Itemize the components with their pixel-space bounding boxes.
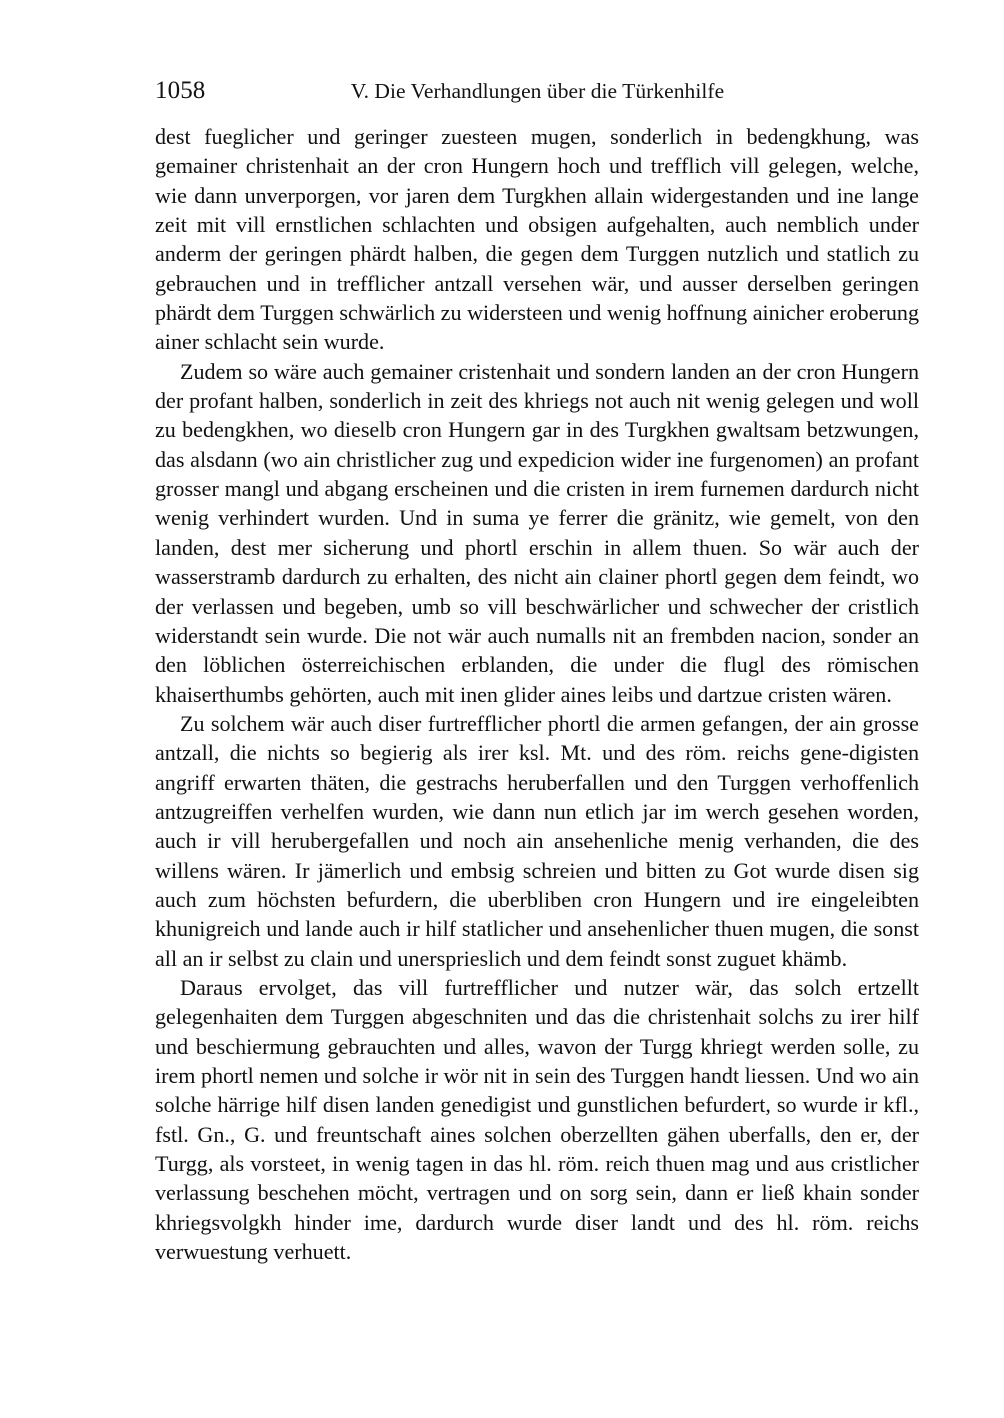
page-number: 1058 [155,77,206,104]
paragraph-2: Zudem so wäre auch gemainer cristenhait und sondern landen an der cron Hungern der profant halben, sonderlich in zeit des khriegs not auch nit wenig gelegen und woll zu bedengkhen, wo dieselb cron Hungern gar in des Turgkhen gwaltsam betzwungen, das alsdann (wo ain christlicher zug und expedicion wider ine furgenomen) an profant grosser mangl und abgang erscheinen und die cristen in irem furnemen dardurch nicht wenig verhindert wurden. Und in suma ye ferrer die gränitz, wie gemelt, von den landen, dest mer sicherung und phortl erschin in allem thuen. So wär auch der wasserstramb dardurch zu erhalten, des nicht ain clainer phortl gegen dem feindt, wo der verlassen und begeben, umb so vill beschwärlicher und schwecher der cristlich widerstandt sein wurde. Die not wär auch numalls nit an frembden nacion, sonder an den löblichen österreichischen erblanden, die under die flugl des römischen khaiserthumbs gehörten, auch mit inen glider aines leibs und dartzue cristen wären. [155,358,919,707]
paragraph-4: Daraus ervolget, das vill furtrefflicher und nutzer wär, das solch ertzellt gelegenhaiten dem Turggen abgeschniten und das die christenhait solchs zu irer hilf und beschiermung gebrauchten und alles, wavon der Turgg khriegt werden solle, zu irem phortl nemen und solche ir wör nit in sein des Turggen handt liessen. Und wo ain solche härrige hilf disen landen genedigist und gunstlichen befurdert, so wurde ir kfl., fstl. Gn., G. und freuntschaft aines solchen oberzellten gähen uberfalls, den er, der Turgg, als vorsteet, in wenig tagen in das hl. röm. reich thuen mag und aus cristlicher verlassung beschehen möcht, vertragen und on sorg sein, dann er ließ khain sonder khriegsvolgkh hinder ime, dardurch wurde diser landt und des hl. röm. reichs verwuestung verhuett. [155,974,919,1265]
body-text-block [155,122,919,1266]
paragraph-3: Zu solchem wär auch diser furtrefflicher phortl die armen gefangen, der ain grosse antzall, die nichts so begierig als irer ksl. Mt. und des röm. reichs gene-digisten angriff erwarten thäten, die gestrachs heruberfallen und den Turggen verhoffenlich antzugreiffen verhelfen wurden, wie dann nun etlich jar im werch gesehen worden, auch ir vill herubergefallen und noch ain ansehenliche menig verhanden, die des willens wären. Ir jämerlich und embsig schreien und bitten zu Got wurde disen sig auch zum höchsten befurdern, die uberbliben cron Hungern und ire eingeleibten khunigreich und lande auch ir hilf statlicher und ansehenlicher thuen mugen, die sonst all an ir selbst zu clain und unersprieslich und dem feindt sonst zuguet khämb. [155,710,919,971]
running-title: V. Die Verhandlungen über die Türkenhilfe [350,79,725,103]
paragraph-1: dest fueglicher und geringer zuesteen mugen, sonderlich in bedengkhung, was gemainer christenhait an der cron Hungern hoch und trefflich vill gelegen, welche, wie dann unverporgen, vor jaren dem Turgkhen allain widergestanden und ine lange zeit mit vill ernstlichen schlachten und obsigen aufgehalten, auch nemblich under anderm der geringen phärdt halben, die gegen dem Turggen nutzlich und statlich zu gebrauchen und in trefflicher antzall versehen wär, und ausser derselben geringen phärdt dem Turggen schwärlich zu widersteen und wenig hoffnung ainicher eroberung ainer schlacht sein wurde. [155,124,919,355]
running-head [155,76,920,106]
